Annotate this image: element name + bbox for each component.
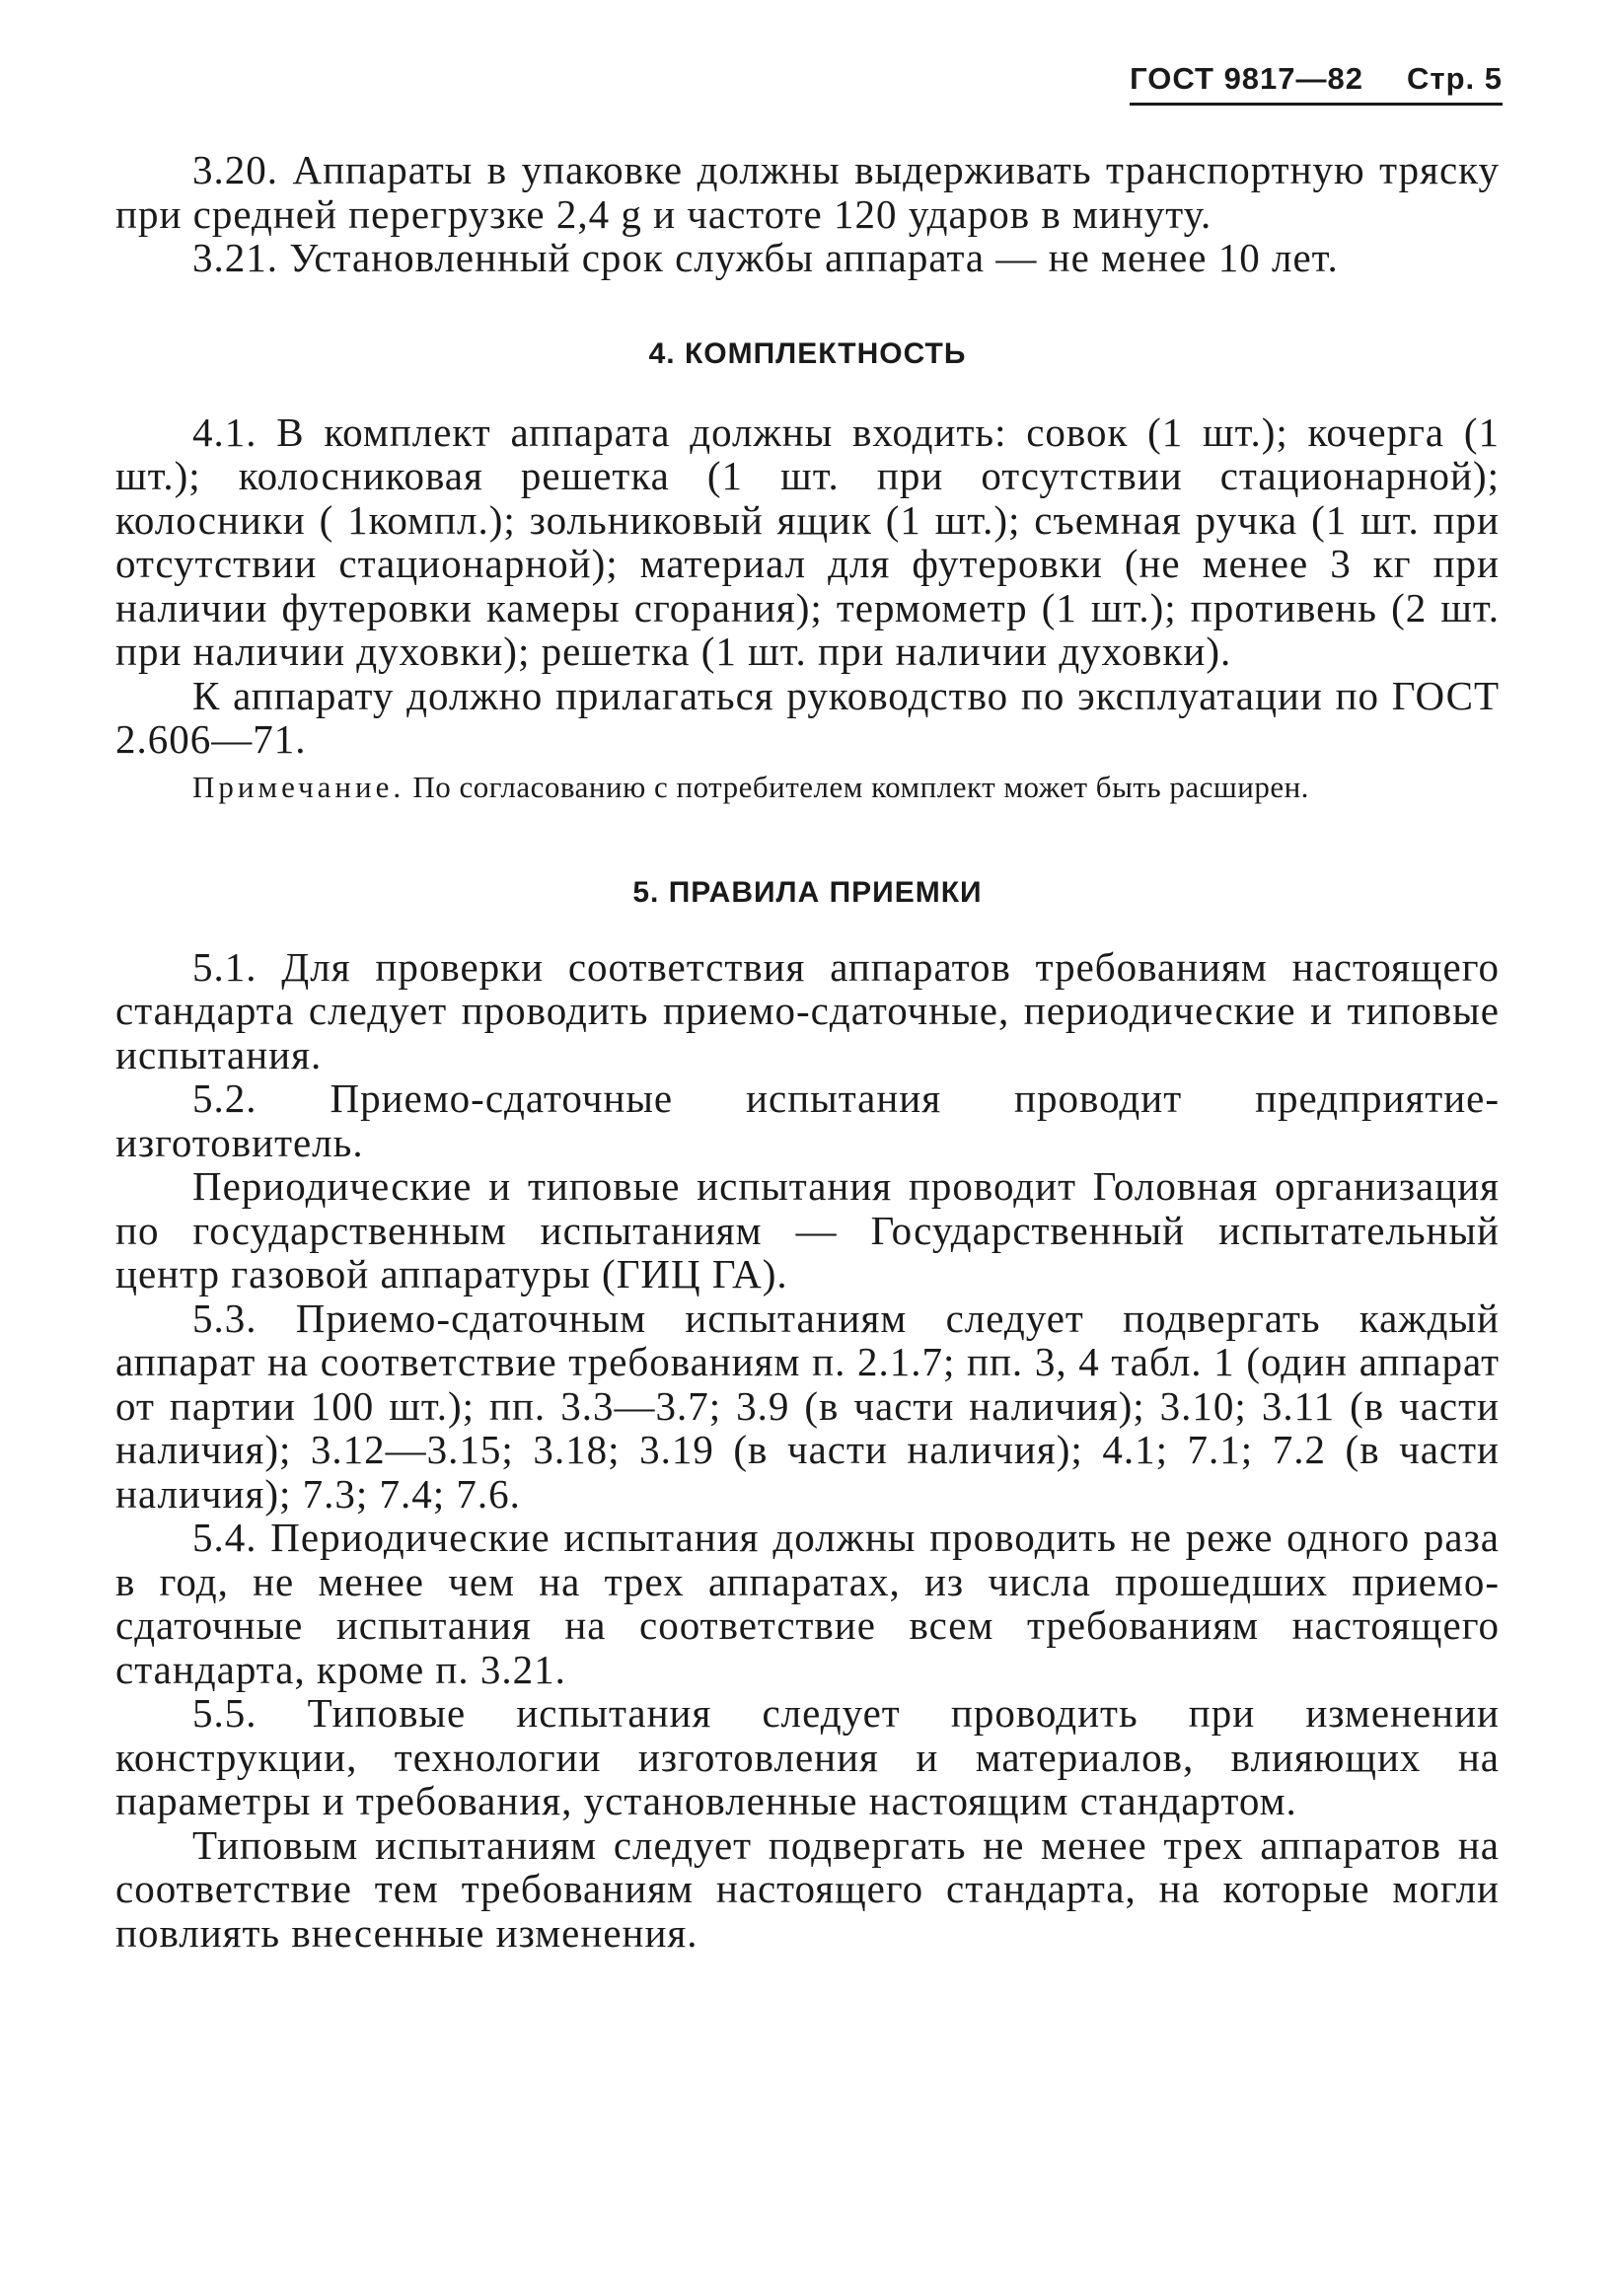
page-number: Стр. 5 — [1407, 61, 1503, 96]
paragraph-3-20: 3.20. Аппараты в упаковке должны выдерживать транспортную тряску при средней перегрузке 2,4 g и частоте 120 ударов в минуту. — [115, 147, 1500, 237]
paragraph-4-1-manual: К аппарату должно прилагаться руководство по эксплуатации по ГОСТ 2.606—71. — [115, 672, 1500, 762]
section-heading-5: 5. ПРАВИЛА ПРИЕМКИ — [632, 875, 983, 909]
paragraph-5-5: 5.5. Типовые испытания следует проводить при изменении конструкции, технологии изготовления и материалов, влияющих на параметры и требования, установленные настоящим стандартом. — [115, 1690, 1500, 1823]
standard-number: ГОСТ 9817—82 — [1130, 61, 1364, 96]
paragraph-5-5-typical: Типовым испытаниям следует подвергать не менее трех аппаратов на соответствие тем требованиям настоящего стандарта, на которые могли повлиять внесенные изменения. — [115, 1821, 1500, 1956]
paragraph-5-4: 5.4. Периодические испытания должны проводить не реже одного раза в год, не менее чем на трех аппаратах, из числа прошедших приемо-сдаточные испытания на соответствие всем требованиям настоящего стандарта, кроме п. 3.21. — [115, 1515, 1500, 1692]
paragraph-5-2: 5.2. Приемо-сдаточные испытания проводит предприятие-изготовитель. — [115, 1075, 1500, 1165]
document-body — [115, 148, 1500, 1955]
paragraph-3-21: 3.21. Установленный срок службы аппарата — не менее 10 лет. — [192, 235, 1339, 280]
note-text: По согласованию с потребителем комплект может быть расширен. — [404, 769, 1309, 804]
paragraph-5-1: 5.1. Для проверки соответствия аппаратов требованиям настоящего стандарта следует проводить приемо-сдаточные, периодические и типовые испытания. — [115, 943, 1500, 1077]
page-header — [1130, 61, 1503, 106]
note — [115, 770, 1500, 805]
note-label: Примечание. — [192, 769, 405, 804]
paragraph-5-2-periodic: Периодические и типовые испытания проводит Головная организация по государственным испытаниям — Государственный испытательный центр газовой аппаратуры (ГИЦ ГА). — [115, 1163, 1500, 1296]
paragraph-5-3: 5.3. Приемо-сдаточным испытаниям следует подвергать каждый аппарат на соответствие требованиям п. 2.1.7; пп. 3, 4 табл. 1 (один аппарат от партии 100 шт.); пп. 3.3—3.7; 3.9 (в части наличия); 3.10; 3.11 (в части наличия); 3.12—3.15; 3.18; 3.19 (в части наличия); 4.1; 7.1; 7.2 (в части наличия); 7.3; 7.4; 7.6. — [115, 1295, 1500, 1517]
paragraph-4-1: 4.1. В комплект аппарата должны входить: совок (1 шт.); кочерга (1 шт.); колосниковая решетка (1 шт. при отсутствии стационарной); колосники ( 1компл.); зольниковый ящик (1 шт.); съемная ручка (1 шт. при отсутствии стационарной); материал для футеровки (не менее 3 кг при наличии футеровки камеры сгорания); термометр (1 шт.); противень (2 шт. при наличии духовки); решетка (1 шт. при наличии духовки). — [115, 408, 1500, 674]
section-heading-4: 4. КОМПЛЕКТНОСТЬ — [648, 336, 967, 370]
